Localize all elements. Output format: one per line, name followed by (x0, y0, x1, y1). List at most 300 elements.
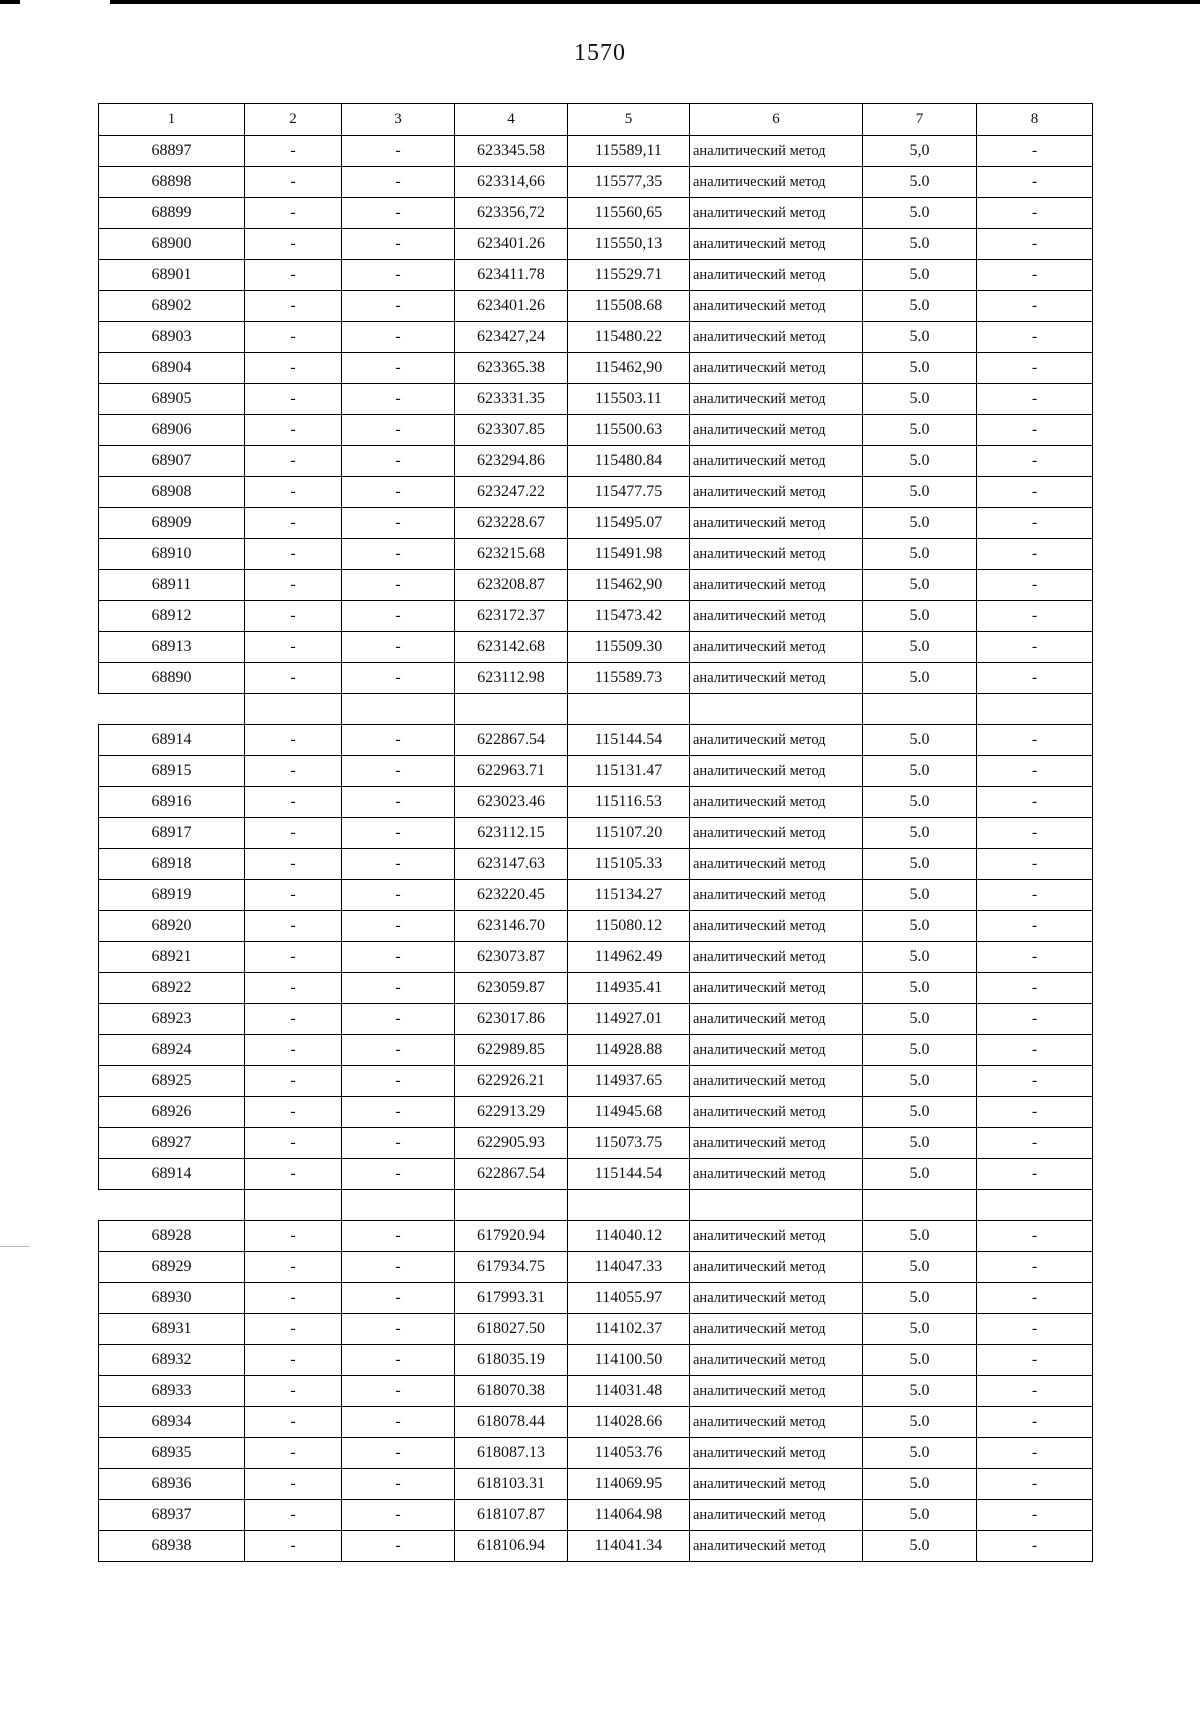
point-number-cell: 68924 (99, 1035, 245, 1066)
method-cell: аналитический метод (690, 570, 863, 601)
col2-cell: - (245, 477, 342, 508)
point-number-cell: 68901 (99, 260, 245, 291)
table-row (99, 787, 1093, 818)
table-row (99, 415, 1093, 446)
col3-cell: - (342, 973, 455, 1004)
col8-cell: - (977, 1283, 1093, 1314)
x-coordinate-cell: 623228.67 (455, 508, 568, 539)
col8-cell: - (977, 1252, 1093, 1283)
accuracy-cell: 5.0 (863, 849, 977, 880)
y-coordinate-cell: 115116.53 (568, 787, 690, 818)
y-coordinate-cell: 115462,90 (568, 570, 690, 601)
col2-cell: - (245, 632, 342, 663)
point-number-cell: 68903 (99, 322, 245, 353)
point-number-cell: 68914 (99, 725, 245, 756)
method-cell: аналитический метод (690, 1469, 863, 1500)
accuracy-cell: 5.0 (863, 260, 977, 291)
empty-cell (342, 694, 455, 725)
y-coordinate-cell: 114053.76 (568, 1438, 690, 1469)
table-row (99, 973, 1093, 1004)
accuracy-cell: 5.0 (863, 1066, 977, 1097)
y-coordinate-cell: 114937.65 (568, 1066, 690, 1097)
accuracy-cell: 5.0 (863, 1376, 977, 1407)
table-row (99, 1314, 1093, 1345)
x-coordinate-cell: 623142.68 (455, 632, 568, 663)
point-number-cell: 68937 (99, 1500, 245, 1531)
col3-cell: - (342, 1035, 455, 1066)
point-number-cell: 68902 (99, 291, 245, 322)
col8-cell: - (977, 353, 1093, 384)
accuracy-cell: 5.0 (863, 1438, 977, 1469)
accuracy-cell: 5.0 (863, 384, 977, 415)
accuracy-cell: 5.0 (863, 1035, 977, 1066)
x-coordinate-cell: 618106.94 (455, 1531, 568, 1562)
x-coordinate-cell: 623147.63 (455, 849, 568, 880)
col3-cell: - (342, 1469, 455, 1500)
x-coordinate-cell: 623294.86 (455, 446, 568, 477)
y-coordinate-cell: 115477.75 (568, 477, 690, 508)
col3-cell: - (342, 229, 455, 260)
empty-cell (245, 1190, 342, 1221)
point-number-cell: 68936 (99, 1469, 245, 1500)
accuracy-cell: 5.0 (863, 1159, 977, 1190)
x-coordinate-cell: 622989.85 (455, 1035, 568, 1066)
table-row (99, 1500, 1093, 1531)
point-number-cell: 68925 (99, 1066, 245, 1097)
point-number-cell: 68919 (99, 880, 245, 911)
table-row (99, 911, 1093, 942)
col3-cell: - (342, 322, 455, 353)
col8-cell: - (977, 291, 1093, 322)
point-number-cell: 68923 (99, 1004, 245, 1035)
method-cell: аналитический метод (690, 1531, 863, 1562)
col8-cell: - (977, 1314, 1093, 1345)
x-coordinate-cell: 618103.31 (455, 1469, 568, 1500)
col3-cell: - (342, 1500, 455, 1531)
col8-cell: - (977, 446, 1093, 477)
col8-cell: - (977, 1500, 1093, 1531)
col8-cell: - (977, 725, 1093, 756)
x-coordinate-cell: 618087.13 (455, 1438, 568, 1469)
accuracy-cell: 5.0 (863, 880, 977, 911)
empty-cell (455, 1190, 568, 1221)
col3-cell: - (342, 198, 455, 229)
col2-cell: - (245, 136, 342, 167)
table-row (99, 1159, 1093, 1190)
x-coordinate-cell: 623017.86 (455, 1004, 568, 1035)
y-coordinate-cell: 115131.47 (568, 756, 690, 787)
col3-cell: - (342, 1128, 455, 1159)
method-cell: аналитический метод (690, 167, 863, 198)
y-coordinate-cell: 115462,90 (568, 353, 690, 384)
col3-cell: - (342, 570, 455, 601)
x-coordinate-cell: 618070.38 (455, 1376, 568, 1407)
y-coordinate-cell: 115107.20 (568, 818, 690, 849)
method-cell: аналитический метод (690, 973, 863, 1004)
method-cell: аналитический метод (690, 1066, 863, 1097)
col8-cell: - (977, 508, 1093, 539)
col2-cell: - (245, 508, 342, 539)
table-row (99, 136, 1093, 167)
x-coordinate-cell: 623307.85 (455, 415, 568, 446)
accuracy-cell: 5.0 (863, 725, 977, 756)
y-coordinate-cell: 115508.68 (568, 291, 690, 322)
col8-cell: - (977, 415, 1093, 446)
accuracy-cell: 5.0 (863, 818, 977, 849)
col8-cell: - (977, 1004, 1093, 1035)
col8-cell: - (977, 1376, 1093, 1407)
point-number-cell: 68911 (99, 570, 245, 601)
col8-cell: - (977, 167, 1093, 198)
x-coordinate-cell: 623073.87 (455, 942, 568, 973)
x-coordinate-cell: 623112.15 (455, 818, 568, 849)
col3-cell: - (342, 353, 455, 384)
x-coordinate-cell: 623220.45 (455, 880, 568, 911)
method-cell: аналитический метод (690, 1221, 863, 1252)
table-row (99, 1376, 1093, 1407)
accuracy-cell: 5.0 (863, 1283, 977, 1314)
coordinates-table (98, 103, 1093, 1562)
col3-cell: - (342, 1531, 455, 1562)
col8-cell: - (977, 973, 1093, 1004)
method-cell: аналитический метод (690, 1438, 863, 1469)
point-number-cell: 68899 (99, 198, 245, 229)
method-cell: аналитический метод (690, 1407, 863, 1438)
col2-cell: - (245, 1159, 342, 1190)
point-number-cell: 68922 (99, 973, 245, 1004)
col3-cell: - (342, 942, 455, 973)
x-coordinate-cell: 623208.87 (455, 570, 568, 601)
col2-cell: - (245, 415, 342, 446)
col8-cell: - (977, 1066, 1093, 1097)
accuracy-cell: 5.0 (863, 1500, 977, 1531)
col3-cell: - (342, 1066, 455, 1097)
col8-cell: - (977, 1407, 1093, 1438)
col2-cell: - (245, 942, 342, 973)
col2-cell: - (245, 1531, 342, 1562)
accuracy-cell: 5.0 (863, 198, 977, 229)
col3-cell: - (342, 1376, 455, 1407)
col2-cell: - (245, 1469, 342, 1500)
x-coordinate-cell: 623172.37 (455, 601, 568, 632)
method-cell: аналитический метод (690, 322, 863, 353)
col2-cell: - (245, 880, 342, 911)
point-number-cell: 68917 (99, 818, 245, 849)
table-row (99, 353, 1093, 384)
method-cell: аналитический метод (690, 632, 863, 663)
table-row (99, 1066, 1093, 1097)
x-coordinate-cell: 623023.46 (455, 787, 568, 818)
table-row (99, 384, 1093, 415)
accuracy-cell: 5.0 (863, 477, 977, 508)
table-row (99, 1531, 1093, 1562)
col3-cell: - (342, 415, 455, 446)
col8-cell: - (977, 1345, 1093, 1376)
table-row (99, 1035, 1093, 1066)
point-number-cell: 68908 (99, 477, 245, 508)
col2-cell: - (245, 818, 342, 849)
col2-cell: - (245, 260, 342, 291)
point-number-cell: 68904 (99, 353, 245, 384)
col3-cell: - (342, 756, 455, 787)
col8-cell: - (977, 570, 1093, 601)
col8-cell: - (977, 911, 1093, 942)
method-cell: аналитический метод (690, 384, 863, 415)
x-coordinate-cell: 618078.44 (455, 1407, 568, 1438)
point-number-cell: 68890 (99, 663, 245, 694)
method-cell: аналитический метод (690, 942, 863, 973)
accuracy-cell: 5.0 (863, 632, 977, 663)
point-number-cell: 68916 (99, 787, 245, 818)
y-coordinate-cell: 114927.01 (568, 1004, 690, 1035)
table-row (99, 446, 1093, 477)
table-body (99, 104, 1093, 1562)
col2-cell: - (245, 849, 342, 880)
col2-cell: - (245, 291, 342, 322)
method-cell: аналитический метод (690, 1159, 863, 1190)
point-number-cell: 68898 (99, 167, 245, 198)
empty-cell (99, 694, 245, 725)
col8-cell: - (977, 1221, 1093, 1252)
empty-cell (977, 694, 1093, 725)
accuracy-cell: 5.0 (863, 911, 977, 942)
col3-cell: - (342, 1283, 455, 1314)
col8-cell: - (977, 942, 1093, 973)
col2-cell: - (245, 1376, 342, 1407)
accuracy-cell: 5.0 (863, 1469, 977, 1500)
method-cell: аналитический метод (690, 229, 863, 260)
point-number-cell: 68897 (99, 136, 245, 167)
table-row (99, 663, 1093, 694)
point-number-cell: 68934 (99, 1407, 245, 1438)
accuracy-cell: 5.0 (863, 446, 977, 477)
col8-cell: - (977, 477, 1093, 508)
accuracy-cell: 5.0 (863, 1531, 977, 1562)
y-coordinate-cell: 115550,13 (568, 229, 690, 260)
col2-cell: - (245, 1500, 342, 1531)
y-coordinate-cell: 115080.12 (568, 911, 690, 942)
col8-cell: - (977, 1469, 1093, 1500)
col3-cell: - (342, 136, 455, 167)
empty-cell (863, 1190, 977, 1221)
scan-margin-mark (0, 1246, 30, 1247)
col3-cell: - (342, 1221, 455, 1252)
section-separator-row (99, 694, 1093, 725)
point-number-cell: 68933 (99, 1376, 245, 1407)
col2-cell: - (245, 1004, 342, 1035)
accuracy-cell: 5.0 (863, 601, 977, 632)
table-row (99, 477, 1093, 508)
method-cell: аналитический метод (690, 849, 863, 880)
point-number-cell: 68938 (99, 1531, 245, 1562)
table-row (99, 198, 1093, 229)
column-header: 5 (568, 104, 690, 136)
table-row (99, 508, 1093, 539)
method-cell: аналитический метод (690, 1376, 863, 1407)
method-cell: аналитический метод (690, 415, 863, 446)
accuracy-cell: 5.0 (863, 353, 977, 384)
col8-cell: - (977, 384, 1093, 415)
y-coordinate-cell: 114962.49 (568, 942, 690, 973)
table-header-row (99, 104, 1093, 136)
y-coordinate-cell: 114064.98 (568, 1500, 690, 1531)
table-row (99, 167, 1093, 198)
y-coordinate-cell: 114935.41 (568, 973, 690, 1004)
col3-cell: - (342, 1159, 455, 1190)
point-number-cell: 68929 (99, 1252, 245, 1283)
x-coordinate-cell: 623059.87 (455, 973, 568, 1004)
accuracy-cell: 5.0 (863, 322, 977, 353)
table-row (99, 849, 1093, 880)
method-cell: аналитический метод (690, 539, 863, 570)
table-row (99, 1407, 1093, 1438)
method-cell: аналитический метод (690, 1500, 863, 1531)
x-coordinate-cell: 618035.19 (455, 1345, 568, 1376)
col2-cell: - (245, 446, 342, 477)
column-header: 2 (245, 104, 342, 136)
y-coordinate-cell: 114100.50 (568, 1345, 690, 1376)
col2-cell: - (245, 1221, 342, 1252)
x-coordinate-cell: 622926.21 (455, 1066, 568, 1097)
col2-cell: - (245, 1097, 342, 1128)
col8-cell: - (977, 322, 1093, 353)
empty-cell (977, 1190, 1093, 1221)
table-row (99, 1283, 1093, 1314)
col3-cell: - (342, 1097, 455, 1128)
col8-cell: - (977, 1097, 1093, 1128)
point-number-cell: 68905 (99, 384, 245, 415)
col3-cell: - (342, 167, 455, 198)
method-cell: аналитический метод (690, 787, 863, 818)
y-coordinate-cell: 115503.11 (568, 384, 690, 415)
accuracy-cell: 5.0 (863, 167, 977, 198)
x-coordinate-cell: 617993.31 (455, 1283, 568, 1314)
y-coordinate-cell: 115577,35 (568, 167, 690, 198)
col3-cell: - (342, 787, 455, 818)
y-coordinate-cell: 115589,11 (568, 136, 690, 167)
empty-cell (342, 1190, 455, 1221)
x-coordinate-cell: 623314,66 (455, 167, 568, 198)
method-cell: аналитический метод (690, 663, 863, 694)
method-cell: аналитический метод (690, 1345, 863, 1376)
accuracy-cell: 5.0 (863, 1097, 977, 1128)
col8-cell: - (977, 260, 1093, 291)
col8-cell: - (977, 1035, 1093, 1066)
accuracy-cell: 5.0 (863, 1252, 977, 1283)
col8-cell: - (977, 880, 1093, 911)
accuracy-cell: 5.0 (863, 1345, 977, 1376)
point-number-cell: 68900 (99, 229, 245, 260)
x-coordinate-cell: 623356,72 (455, 198, 568, 229)
y-coordinate-cell: 114055.97 (568, 1283, 690, 1314)
point-number-cell: 68920 (99, 911, 245, 942)
col8-cell: - (977, 1159, 1093, 1190)
y-coordinate-cell: 114040.12 (568, 1221, 690, 1252)
col2-cell: - (245, 353, 342, 384)
col2-cell: - (245, 198, 342, 229)
x-coordinate-cell: 623401.26 (455, 291, 568, 322)
accuracy-cell: 5.0 (863, 508, 977, 539)
col8-cell: - (977, 198, 1093, 229)
col2-cell: - (245, 756, 342, 787)
table-row (99, 1345, 1093, 1376)
table-row (99, 601, 1093, 632)
method-cell: аналитический метод (690, 818, 863, 849)
col2-cell: - (245, 1407, 342, 1438)
col2-cell: - (245, 1252, 342, 1283)
y-coordinate-cell: 114028.66 (568, 1407, 690, 1438)
col2-cell: - (245, 1438, 342, 1469)
accuracy-cell: 5.0 (863, 570, 977, 601)
x-coordinate-cell: 623345.58 (455, 136, 568, 167)
x-coordinate-cell: 622913.29 (455, 1097, 568, 1128)
table-row (99, 260, 1093, 291)
point-number-cell: 68931 (99, 1314, 245, 1345)
y-coordinate-cell: 114928.88 (568, 1035, 690, 1066)
point-number-cell: 68910 (99, 539, 245, 570)
method-cell: аналитический метод (690, 477, 863, 508)
col3-cell: - (342, 911, 455, 942)
empty-cell (690, 1190, 863, 1221)
point-number-cell: 68915 (99, 756, 245, 787)
y-coordinate-cell: 114047.33 (568, 1252, 690, 1283)
method-cell: аналитический метод (690, 508, 863, 539)
empty-cell (568, 1190, 690, 1221)
col2-cell: - (245, 167, 342, 198)
col8-cell: - (977, 1438, 1093, 1469)
col3-cell: - (342, 725, 455, 756)
x-coordinate-cell: 623215.68 (455, 539, 568, 570)
point-number-cell: 68909 (99, 508, 245, 539)
column-header: 7 (863, 104, 977, 136)
x-coordinate-cell: 618027.50 (455, 1314, 568, 1345)
col8-cell: - (977, 818, 1093, 849)
y-coordinate-cell: 114102.37 (568, 1314, 690, 1345)
method-cell: аналитический метод (690, 260, 863, 291)
col3-cell: - (342, 477, 455, 508)
col2-cell: - (245, 1345, 342, 1376)
col3-cell: - (342, 1314, 455, 1345)
col2-cell: - (245, 1128, 342, 1159)
column-header: 1 (99, 104, 245, 136)
accuracy-cell: 5.0 (863, 973, 977, 1004)
y-coordinate-cell: 115509.30 (568, 632, 690, 663)
col3-cell: - (342, 1004, 455, 1035)
accuracy-cell: 5.0 (863, 942, 977, 973)
method-cell: аналитический метод (690, 880, 863, 911)
table-row (99, 880, 1093, 911)
table-row (99, 1438, 1093, 1469)
col8-cell: - (977, 849, 1093, 880)
x-coordinate-cell: 623401.26 (455, 229, 568, 260)
table-row (99, 1469, 1093, 1500)
col3-cell: - (342, 508, 455, 539)
method-cell: аналитический метод (690, 291, 863, 322)
col3-cell: - (342, 632, 455, 663)
accuracy-cell: 5.0 (863, 1314, 977, 1345)
accuracy-cell: 5.0 (863, 787, 977, 818)
top-scan-border (0, 0, 1200, 4)
y-coordinate-cell: 114945.68 (568, 1097, 690, 1128)
col3-cell: - (342, 1252, 455, 1283)
x-coordinate-cell: 623112.98 (455, 663, 568, 694)
method-cell: аналитический метод (690, 1314, 863, 1345)
table-row (99, 632, 1093, 663)
method-cell: аналитический метод (690, 446, 863, 477)
col3-cell: - (342, 1345, 455, 1376)
col2-cell: - (245, 322, 342, 353)
col3-cell: - (342, 1407, 455, 1438)
